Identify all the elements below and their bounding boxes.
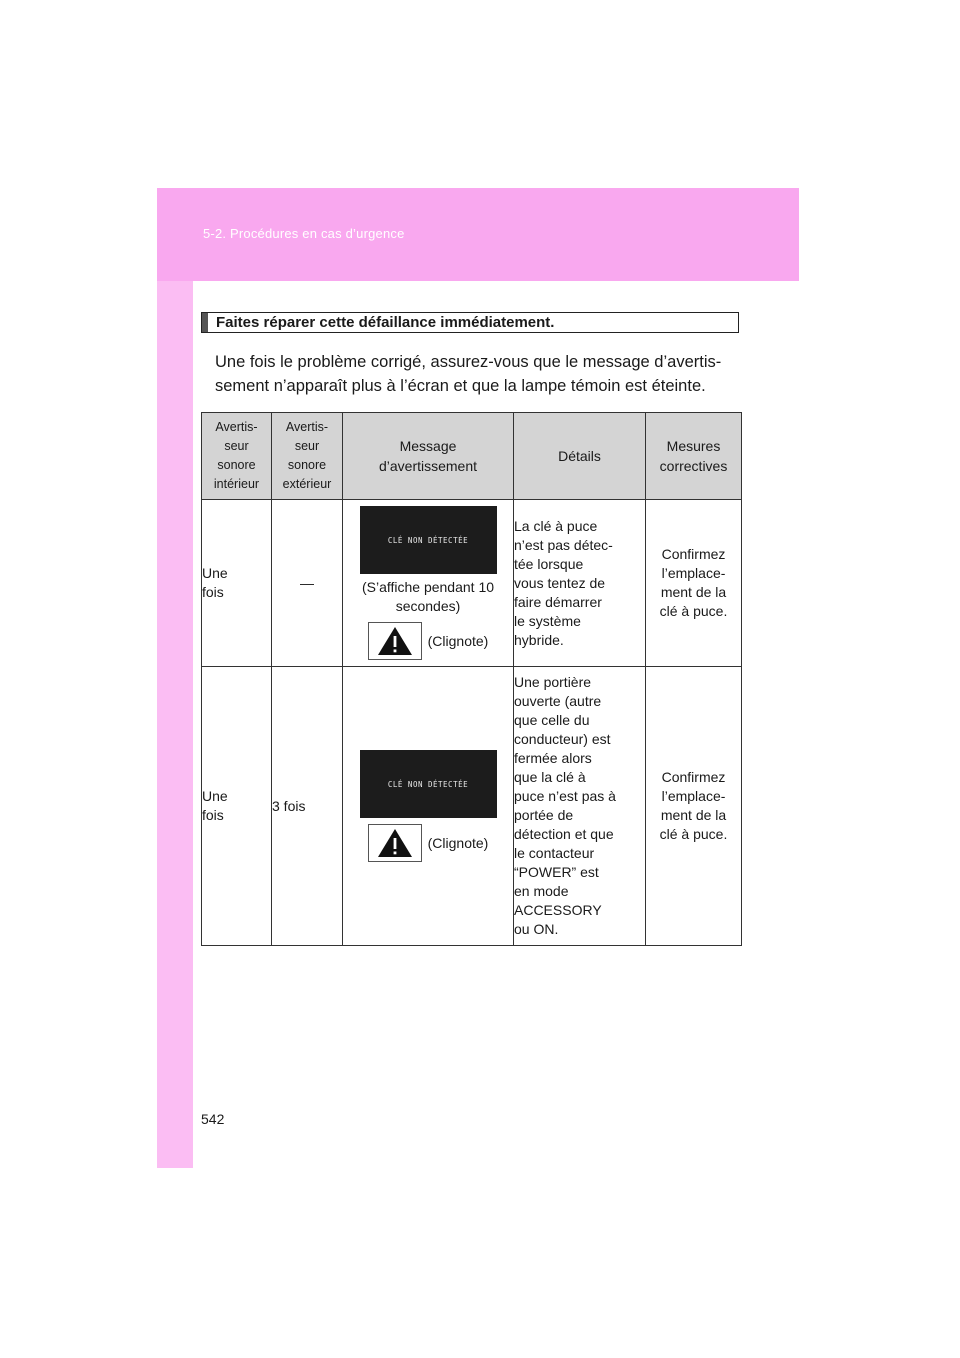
cell-message: [343, 500, 514, 667]
header-actions: Mesures correctives: [646, 413, 742, 500]
section-heading-box: [201, 312, 739, 333]
cell-interior: Une fois: [202, 500, 272, 667]
warning-triangle-icon: [368, 622, 422, 660]
chapter-header: 5-2. Procédures en cas d’urgence: [203, 226, 405, 241]
table-header-row: [202, 413, 742, 500]
header-message: Message d’avertissement: [343, 413, 514, 500]
blink-label: (Clignote): [427, 835, 489, 851]
cell-exterior: —: [272, 500, 343, 667]
screen-message: CLÉ NON DÉTECTÉE: [387, 535, 469, 545]
screen-message: CLÉ NON DÉTECTÉE: [387, 779, 469, 789]
side-strip: [157, 188, 193, 1168]
table-row: [202, 500, 742, 667]
warning-light: [343, 622, 513, 660]
warning-light: [343, 824, 513, 862]
intro-text: Une fois le problème corrigé, assurez-vous que le message d’avertis-sement n’apparaît plus à l’écran et que la lampe témoin est éteinte.: [215, 353, 722, 395]
blink-label: (Clignote): [427, 633, 489, 649]
header-details: Détails: [514, 413, 646, 500]
cell-message: [343, 667, 514, 946]
cell-exterior: 3 fois: [272, 667, 343, 946]
display-caption: (S’affiche pendant 10 secondes): [361, 579, 495, 614]
cell-actions: Confirmez l’emplace- ment de la clé à puce.: [646, 667, 742, 946]
cell-interior: Une fois: [202, 667, 272, 946]
header-interior-buzzer: Avertis- seur sonore intérieur: [202, 413, 272, 500]
display-screen: [360, 750, 497, 818]
cell-actions: Confirmez l’emplace- ment de la clé à puce.: [646, 500, 742, 667]
page-number: 542: [201, 1111, 225, 1127]
cell-details: Une portière ouverte (autre que celle du conducteur) est fermée alors que la clé à puce n’est pas à portée de détection et que le contacteur “POWER” est en mode ACCESSORY ou ON.: [514, 667, 646, 946]
header-exterior-buzzer: Avertis- seur sonore extérieur: [272, 413, 343, 500]
section-marker: [202, 313, 208, 332]
cell-details: La clé à puce n’est pas détec- tée lorsque vous tentez de faire démarrer le système hybride.: [514, 500, 646, 667]
display-screen: [360, 506, 497, 574]
intro-paragraph: [215, 350, 760, 398]
table-row: [202, 667, 742, 946]
section-title: Faites réparer cette défaillance immédiatement.: [216, 314, 555, 331]
warning-triangle-icon: [368, 824, 422, 862]
warning-table: [201, 412, 742, 946]
